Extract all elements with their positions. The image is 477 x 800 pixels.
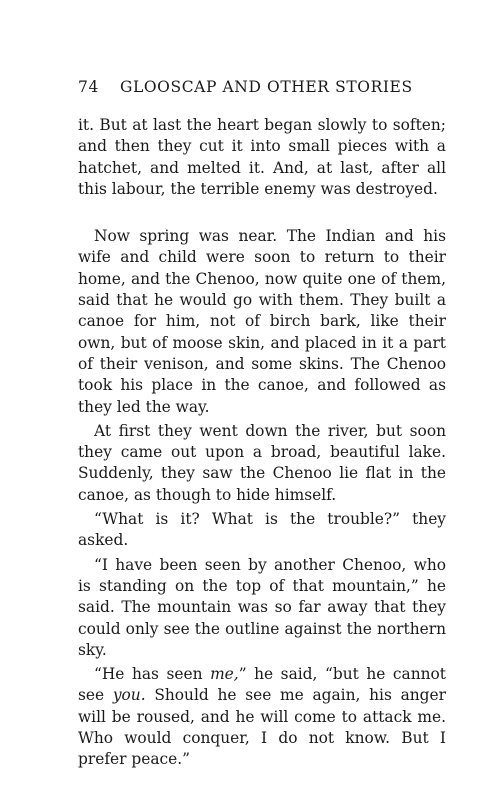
paragraph-continuation: it. But at last the heart began slowly to soften; and then they cut it into small pieces with a hatchet, and melted it. And, at last, after all this labour, the terrible enemy was destroyed. xyxy=(78,116,446,198)
paragraph-question: “What is it? What is the trouble?” they asked. xyxy=(78,510,446,550)
peace-emphasis-me: me, xyxy=(210,665,239,684)
peace-text-1: “He has seen xyxy=(94,665,211,684)
body-text xyxy=(78,115,446,771)
paragraph-lake: At first they went down the river, but soon they came out upon a broad, beautiful lake. Suddenly, they saw the Chenoo lie flat in the canoe, as though to hide himself. xyxy=(78,421,446,504)
paragraph-mountain: “I have been seen by another Chenoo, who is standing on the top of that mountain,” he said. The mountain was so far away that they could only see the outline against the northern sky. xyxy=(78,555,446,659)
page-number: 74 xyxy=(78,78,99,96)
paragraph-spring: Now spring was near. The Indian and his wife and child were soon to return to their home, and the Chenoo, now quite one of them, said that he would go with them. They built a canoe for him, not of birch bark, like their own, but of moose skin, and placed in it a part of their venison, and some skins. The Chenoo took his place in the canoe, and followed as they led the way. xyxy=(78,227,446,416)
paragraph-peace xyxy=(78,664,446,770)
running-header xyxy=(78,76,446,98)
peace-emphasis-you: you. xyxy=(112,686,146,705)
peace-text-3: Should he see me again, his anger will be roused, and he will come to attack me. Who would conquer, I do not know. But I prefer peace.” xyxy=(78,686,446,769)
peace-text-2: ” he said, “but he cannot see xyxy=(78,665,446,705)
running-title: GLOOSCAP AND OTHER STORIES xyxy=(120,78,413,96)
